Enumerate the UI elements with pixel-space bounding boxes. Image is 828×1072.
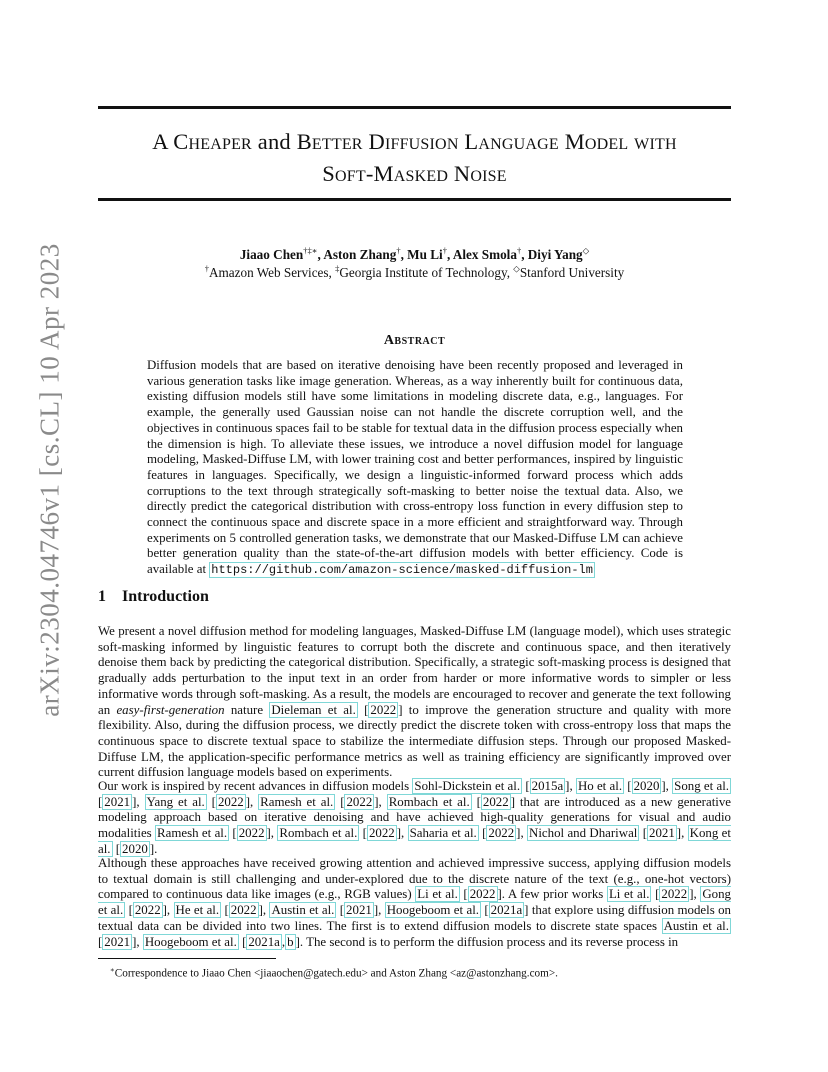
citation-link[interactable]: Yang et al. — [146, 794, 205, 809]
affiliation-name: Georgia Institute of Technology — [339, 265, 507, 280]
paragraph-text: ], — [258, 903, 270, 918]
paragraph-text: [ — [478, 826, 487, 841]
citation-link[interactable]: Ho et al. — [577, 779, 623, 793]
title-fragment: M — [558, 129, 585, 154]
paragraph-text: [ — [206, 794, 216, 809]
paragraph-text: ], — [162, 903, 174, 918]
author-affiliation-mark: ◇ — [582, 245, 590, 256]
paragraph-text: [ — [651, 887, 660, 902]
citation-link[interactable]: 2022 — [661, 887, 688, 902]
citation-link[interactable]: He et al. — [175, 903, 220, 918]
citation-link[interactable]: Rombach et al. — [388, 794, 470, 809]
abstract-body — [147, 358, 683, 579]
paragraph-text: ] that are introduced as a new generative modeling approach based on iterative denoising and have achieved high-quality generations for visual and audio modalities — [98, 794, 732, 841]
citation-link[interactable]: 2022 — [346, 794, 373, 809]
arxiv-identifier: arXiv:2304.04746v1 [cs.CL] 10 Apr 2023 — [34, 243, 65, 717]
title-fragment: Cheaper — [173, 129, 252, 154]
citation-link[interactable]: 2022 — [217, 794, 244, 809]
citation-link[interactable]: b — [287, 934, 294, 949]
title-fragment: L — [458, 129, 479, 154]
paragraph-text: nature — [224, 702, 270, 717]
citation-link[interactable]: 2022 — [370, 702, 397, 717]
author-name: Diyi Yang — [527, 247, 583, 262]
citation-link[interactable]: Nichol and Dhariwal — [529, 826, 638, 841]
title-fragment: B — [296, 129, 312, 154]
paragraph-text: ], — [676, 826, 688, 841]
paragraph-text: ], — [245, 794, 259, 809]
title-fragment: asked — [393, 161, 449, 186]
author-name: Aston Zhang — [323, 247, 397, 262]
citation-link[interactable]: 2022 — [230, 903, 257, 918]
affiliation-mark: † — [204, 263, 209, 274]
title-fragment: oise — [470, 161, 507, 186]
paragraph-text: ]. The second is to perform the diffusion process and its reverse process in — [295, 934, 679, 949]
citation-link[interactable]: 2021a — [490, 903, 523, 918]
title-fragment: D — [362, 129, 385, 154]
footnote-mark: ∗ — [110, 966, 115, 974]
paragraph-text: [ — [481, 903, 489, 918]
paragraph-text: ], — [396, 826, 408, 841]
citation-link[interactable]: Ramesh et al. — [157, 826, 228, 841]
paragraph-text: ], — [266, 826, 278, 841]
title-fragment: N — [448, 161, 471, 186]
author-list: Jiaao Chen†‡∗, Aston Zhang†, Mu Li†, Alex Smola†, Diyi Yang◇ — [239, 245, 590, 262]
citation-link[interactable]: Kong et al. — [98, 826, 731, 856]
citation-link[interactable]: 2022 — [488, 826, 515, 841]
paragraph-text: [ — [336, 903, 345, 918]
section-number: 1 — [98, 588, 106, 605]
citation-link[interactable]: 2021a — [248, 934, 280, 949]
paragraph-text: ], — [661, 779, 673, 793]
author-affiliation-mark: † — [442, 245, 447, 256]
paragraph-text: [ — [459, 887, 468, 902]
author-affiliation-mark: † — [396, 245, 401, 256]
paragraph-text: [ — [639, 826, 648, 841]
citation-link[interactable]: Li et al. — [417, 887, 458, 902]
paragraph-text: Our work is inspired by recent advances in diffusion models — [98, 779, 413, 793]
title-fragment: and — [251, 129, 297, 154]
citation-link[interactable]: Hoogeboom et al. — [386, 903, 479, 918]
citation-link[interactable]: 2015a — [531, 779, 564, 793]
paragraph-text: [ — [357, 702, 369, 717]
paper-title — [98, 126, 731, 190]
citation-link[interactable]: 2022 — [238, 826, 265, 841]
paragraph-text: ]. — [149, 841, 158, 856]
citation-link[interactable]: Song et al. — [674, 779, 730, 793]
intro-paragraph-1 — [98, 624, 731, 781]
paragraph-text: [ — [98, 934, 103, 949]
paragraph-text: ], — [374, 794, 387, 809]
citation-link[interactable]: Rombach et al. — [279, 826, 358, 841]
title-fragment: oft — [335, 161, 366, 186]
title-bottom-rule — [98, 198, 731, 201]
citation-link[interactable]: Dieleman et al. — [271, 702, 356, 717]
paragraph-text: [ — [229, 826, 237, 841]
paragraph-text: ], — [565, 779, 576, 793]
citation-link[interactable]: 2021 — [104, 794, 131, 809]
citation-link[interactable]: Gong et al. — [98, 887, 731, 918]
paragraph-text: ]. A few prior works — [497, 887, 607, 902]
citation-link[interactable]: 2021 — [649, 826, 675, 841]
footnote — [110, 963, 558, 981]
citation-link[interactable]: 2020 — [122, 841, 148, 856]
abstract-text: Diffusion models that are based on iterative denoising have been recently proposed and leveraged in various generation tasks like image generation. Whereas, as a way inherently built for continuous data, existing diffusion models still have some limitations in modeling discrete data, e.g., languages. For example, the generally used Gaussian noise can not handle the discrete corruption well, and the objectives in continuous spaces fail to be stable for textual data in the diffusion process especially when the dimension is high. To alleviate these issues, we introduce a novel diffusion model for language modeling, Masked-Diffuse LM, with lower training cost and better performances, inspired by linguistic features in languages. Specifically, we design a linguistic-informed forward process which adds corruptions to the text through strategically soft-masking to better noise the textual data. Also, we directly predict the categorical distribution with cross-entropy loss function in every diffusion step to connect the continuous space and discrete space in a more efficient and straightforward way. Through experiments on 5 controlled generation tasks, we demonstrate that our Masked-Diffuse LM can achieve better generation quality than the state-of-the-art diffusion models with better efficiency. Code is available at — [147, 358, 683, 577]
author-affiliation-mark: †‡∗ — [303, 245, 318, 256]
paragraph-text: ], — [132, 794, 145, 809]
author-name: Alex Smola — [452, 247, 517, 262]
footnote-rule — [98, 958, 276, 959]
title-line-1 — [98, 126, 731, 158]
paragraph-text: ] that explore using diffusion models on textual data can be divided into two lines. The first is to extend diffusion models to discrete state spaces — [98, 903, 731, 933]
title-fragment: odel with — [584, 129, 677, 154]
abstract-heading: Abstract — [383, 333, 446, 348]
author-affiliation-mark: † — [516, 245, 522, 256]
citation-link[interactable]: Austin et al. — [271, 903, 335, 918]
title-fragment: A — [152, 129, 174, 154]
section-title: Introduction — [122, 588, 209, 605]
paragraph-text: , — [281, 934, 286, 949]
citation-link[interactable]: Sohl-Dickstein et al. — [414, 779, 521, 793]
affiliation-mark: ◇ — [513, 263, 520, 274]
intro-paragraph-3 — [98, 856, 731, 950]
citation-link[interactable]: Saharia et al. — [409, 826, 477, 841]
intro-paragraph-2 — [98, 779, 731, 858]
title-fragment: etter — [311, 129, 363, 154]
citation-link[interactable]: 2022 — [469, 887, 496, 902]
paragraph-text: [ — [238, 934, 247, 949]
paragraph-text: ], — [516, 826, 528, 841]
affiliation-mark: ‡ — [335, 263, 340, 274]
paragraph-text: ], — [132, 934, 143, 949]
citation-link[interactable]: 2021 — [104, 934, 131, 949]
title-line-2 — [98, 158, 731, 190]
citation-link[interactable]: Ramesh et al. — [260, 794, 334, 809]
citation-link[interactable]: 2022 — [482, 794, 509, 809]
paragraph-text: [ — [522, 779, 530, 793]
paragraph-text: [ — [335, 794, 345, 809]
citation-link[interactable]: Hoogeboom et al. — [144, 934, 237, 949]
emphasized-text: easy-first-generation — [116, 702, 225, 717]
paragraph-text: ], — [689, 887, 701, 902]
author-name: Jiaao Chen — [239, 247, 304, 262]
paragraph-text: ], — [373, 903, 385, 918]
title-fragment: S — [322, 161, 335, 186]
title-top-rule — [98, 106, 731, 109]
title-fragment: anguage — [478, 129, 559, 154]
footnote-text: Correspondence to Jiaao Chen <jiaaochen@gatech.edu> and Aston Zhang <az@astonzhang.com>. — [114, 967, 558, 980]
title-fragment: -M — [365, 161, 394, 186]
paragraph-text: We present a novel diffusion method for modeling languages, Masked-Diffuse LM (language model), which uses strategic soft-masking informed by linguistic features to corrupt both the discrete and continuous space, and then iteratively denoise them back by predicting the categorical distribution. Specifically, a strategic soft-masking process is designed that gradually adds perturbation to the input text in an order from harder or more informative words to simpler or less informative words through soft-masking. As a result, the models are encouraged to recover and generate the text following an — [98, 624, 731, 717]
paragraph-text: [ — [112, 841, 121, 856]
title-fragment: iffusion — [384, 129, 459, 154]
citation-link[interactable]: 2021 — [346, 903, 372, 918]
citation-link[interactable]: 2022 — [134, 903, 161, 918]
paragraph-text: ] to improve the generation structure and quality with more flexibility. Also, during the diffusion process, we directly predict the discrete token with cross-entropy loss that maps the continuous space to discrete textual space to stabilize the intermediate diffusion steps. Through our proposed Masked-Diffuse LM, the application-specific performance metrics as well as training efficiency are significantly improved over current diffusion language models based on experiments. — [98, 702, 732, 780]
paragraph-text: Although these approaches have received growing attention and achieved impressive success, applying diffusion models to textual domain is still challenging and under-explored due to the discrete nature of the text (e.g., one-hot vectors) compared to continuous data like images (e.g., RGB values) — [98, 856, 731, 902]
affiliation-list: †Amazon Web Services, ‡Georgia Institute of Technology, ◇Stanford University — [204, 263, 625, 280]
paragraph-text: [ — [624, 779, 632, 793]
affiliation-name: Amazon Web Services — [209, 265, 329, 280]
citation-link[interactable]: 2022 — [368, 826, 395, 841]
affiliation-name: Stanford University — [519, 265, 625, 280]
section-heading-introduction — [98, 588, 209, 606]
paragraph-text: [ — [98, 794, 103, 809]
citation-link[interactable]: Austin et al. — [663, 918, 729, 933]
paragraph-text: [ — [359, 826, 367, 841]
citation-link[interactable]: Li et al. — [608, 887, 650, 902]
author-name: Mu Li — [407, 247, 443, 262]
paragraph-text: [ — [471, 794, 481, 809]
citation-link[interactable]: 2020 — [633, 779, 660, 793]
paragraph-text: [ — [221, 903, 229, 918]
paragraph-text: [ — [125, 903, 133, 918]
code-url-link[interactable]: https://github.com/amazon-science/masked-diffusion-lm — [211, 563, 593, 578]
